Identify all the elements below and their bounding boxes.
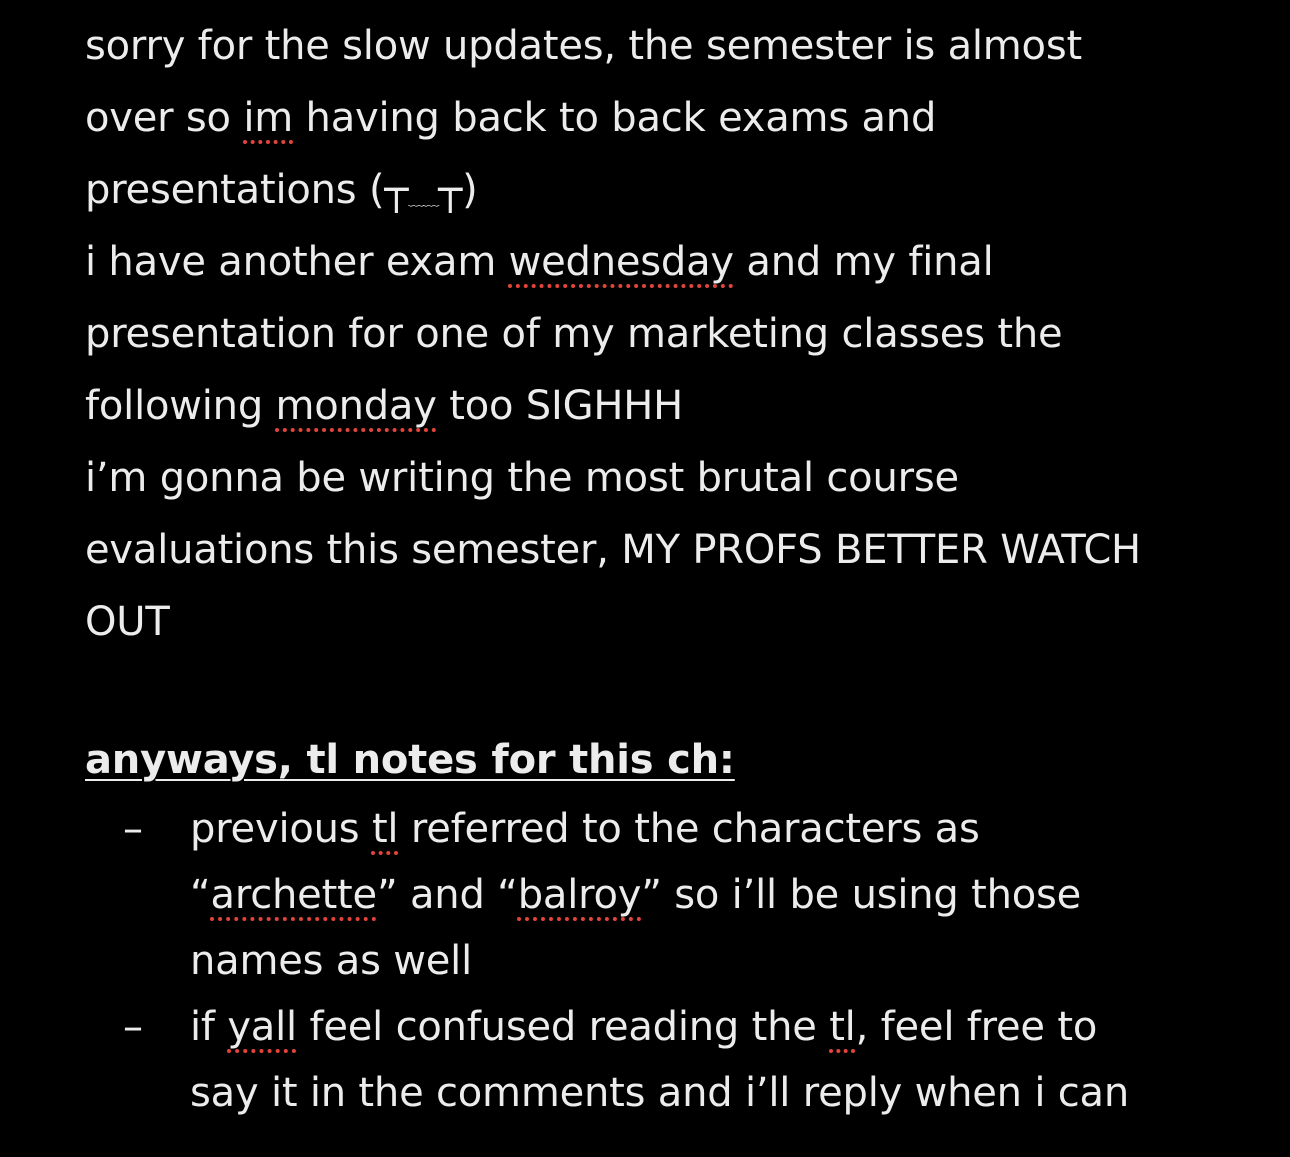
misspelled-word: tl [371,806,399,852]
misspelled-word: yall [227,1004,297,1050]
tl-notes-heading: anyways, tl notes for this ch: [85,737,735,783]
note-body[interactable] [85,10,1265,1126]
text-line: names as well [190,938,473,984]
misspelled-word: im [243,95,294,141]
text-line: presentations (┬﹏﹏┬) [85,167,478,213]
text-line: say it in the comments and i’ll reply when i can [190,1070,1130,1116]
misspelled-word: monday [275,383,437,429]
kaomoji-eye: ┬ [438,167,463,213]
misspelled-word: tl [829,1004,856,1050]
text-line: OUT [85,599,170,645]
list-dash: – [123,806,143,852]
list-dash: – [123,1004,143,1050]
text-line: following monday too SIGHHH [85,383,683,429]
intro-paragraph [85,10,1265,658]
blank-line [85,658,1265,730]
text-line: i have another exam wednesday and my final [85,239,994,285]
tl-notes-list [85,796,1265,1126]
misspelled-word: wednesday [508,239,734,285]
text-line: over so im having back to back exams and [85,95,937,141]
misspelled-word: balroy [517,872,642,918]
misspelled-word: archette [210,872,377,918]
kaomoji-eye: ┬ [384,167,409,213]
text-line: previous tl referred to the characters as [190,806,980,852]
text-line: presentation for one of my marketing classes the [85,311,1063,357]
text-line: sorry for the slow updates, the semester is almost [85,23,1082,69]
text-line: “archette” and “balroy” so i’ll be using those [190,872,1082,918]
text-line: if yall feel confused reading the tl, feel free to [190,1004,1098,1050]
list-item [85,994,1265,1126]
kaomoji-mouth: ﹏﹏ [408,190,439,209]
list-item [85,796,1265,994]
text-line: i’m gonna be writing the most brutal course [85,455,959,501]
text-line: evaluations this semester, MY PROFS BETTER WATCH [85,527,1141,573]
